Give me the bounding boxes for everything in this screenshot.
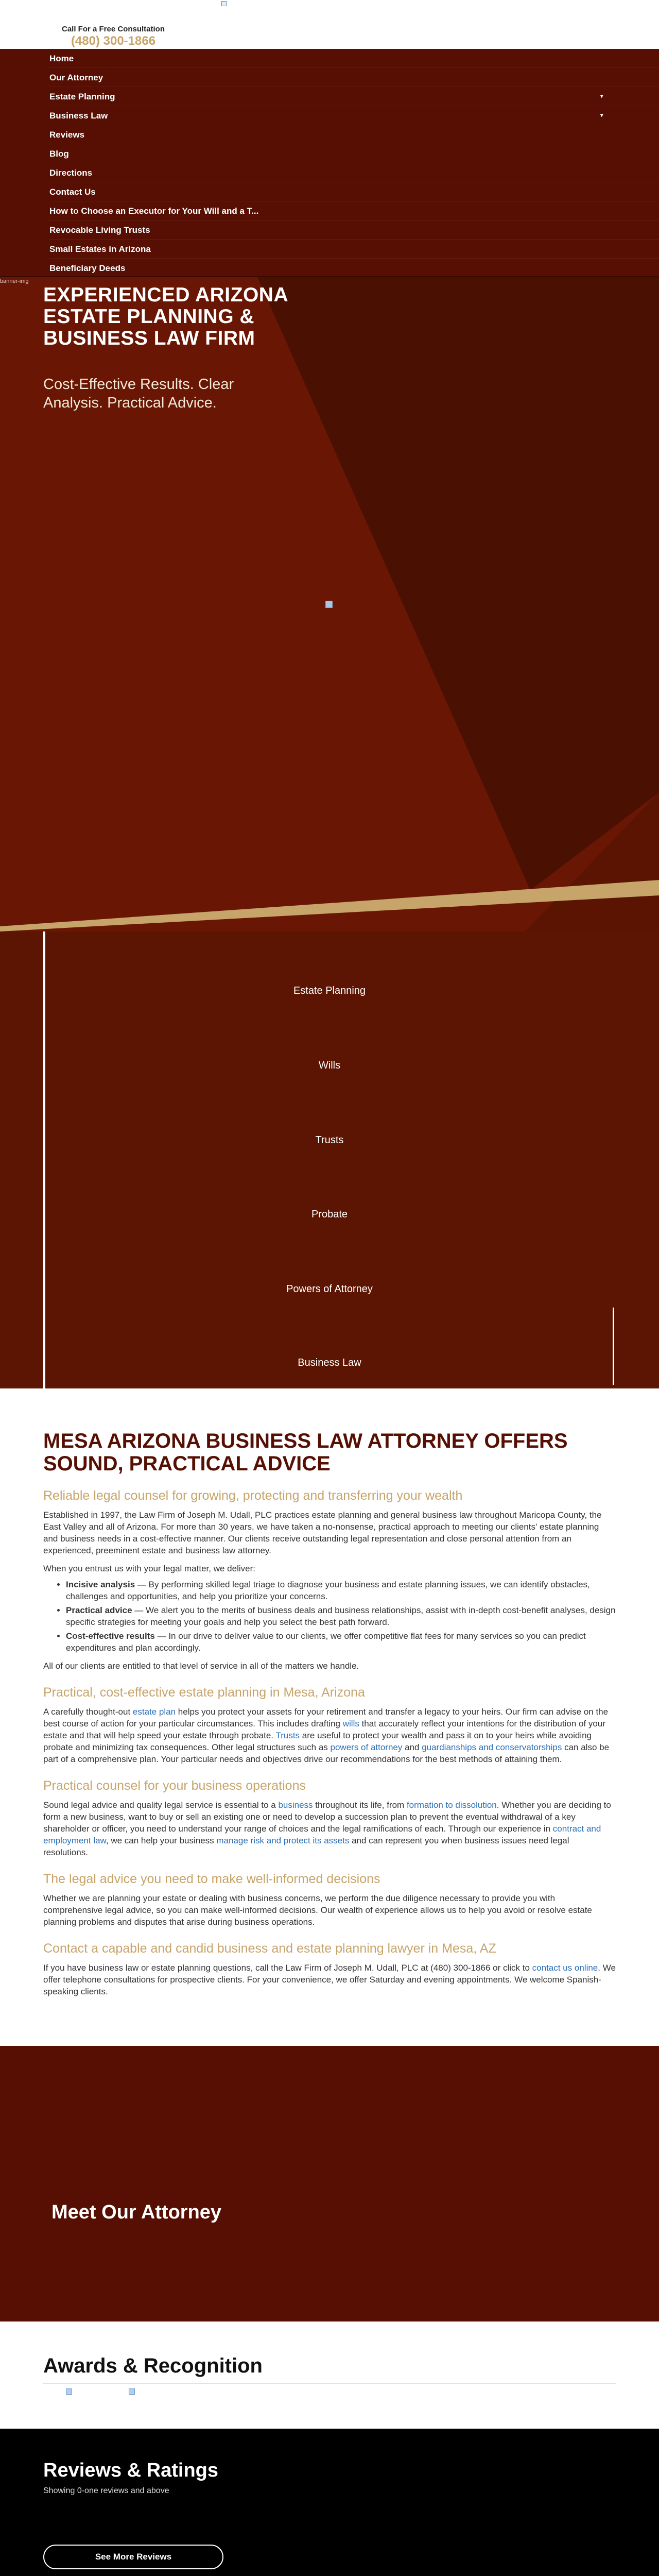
nav-label: Beneficiary Deeds — [49, 263, 126, 273]
about-heading-5: Contact a capable and candid business and estate planning lawyer in Mesa, AZ — [43, 1941, 496, 1956]
practice-areas — [0, 931, 659, 1388]
hero-title: EXPERIENCED ARIZONA ESTATE PLANNING & BUSINESS LAW FIRM — [43, 284, 288, 349]
nav-item-estate-planning[interactable] — [49, 87, 659, 106]
practice-trusts[interactable]: Trusts — [315, 1134, 344, 1146]
free-consultation-label: Call For a Free Consultation — [61, 25, 165, 33]
text: and can represent you when business issues need legal resolutions. — [43, 1836, 569, 1857]
estate-paragraph — [43, 1706, 616, 1765]
guardianships-link[interactable]: guardianships and conservatorships — [422, 1742, 562, 1752]
nav-label: Reviews — [49, 130, 85, 140]
practice-powers-of-attorney[interactable]: Powers of Attorney — [286, 1283, 373, 1295]
nav-label: Revocable Living Trusts — [49, 225, 150, 235]
about-heading-2: Practical, cost-effective estate planning in Mesa, Arizona — [43, 1685, 365, 1700]
nav-label: Home — [49, 54, 74, 63]
banner-image-label: banner-img — [0, 278, 29, 284]
phone-link[interactable]: (480) 300-1866 — [71, 34, 156, 48]
about-paragraph: All of our clients are entitled to that level of service in all of the matters we handle. — [43, 1661, 359, 1671]
nav-item-blog[interactable] — [49, 144, 659, 163]
hero-banner — [0, 277, 659, 931]
practice-left-rule — [43, 931, 45, 1388]
hero-subtitle: Cost-Effective Results. Clear Analysis. Practical Advice. — [43, 376, 234, 411]
nav-item-contact-us[interactable] — [49, 182, 659, 201]
nav-item-business-law[interactable] — [49, 106, 659, 125]
about-paragraph: Whether we are planning your estate or dealing with business concerns, we perform the due diligence necessary to provide you with comprehensive legal advice, so you can make well-informed decisions. Our wealth of experience allows us to help you avoid or resolve estate planning problems and disputes that arise during business operations. — [43, 1893, 592, 1927]
nav-list — [0, 49, 659, 278]
estate-plan-link[interactable]: estate plan — [132, 1707, 176, 1717]
top-bar — [0, 0, 659, 49]
bullet-label: Practical advice — [66, 1605, 132, 1615]
about-heading-4: The legal advice you need to make well-informed decisions — [43, 1872, 380, 1886]
contact-paragraph — [43, 1962, 616, 1997]
about-paragraph: Established in 1997, the Law Firm of Joseph M. Udall, PLC practices estate planning and general business law throughout Maricopa County, the East Valley and all of Arizona. For more than 30 years, we have taken a no-nonsense, practical approach to meeting our clients' estate planning and business needs in a cost-effective manner. Our clients receive outstanding legal representation and close personal attention from an experienced, preeminent estate and business law attorney. — [43, 1510, 602, 1555]
list-item — [66, 1604, 616, 1628]
list-item — [66, 1630, 616, 1654]
text: are useful to protect your wealth and pass it on to your heirs while avoiding probate and minimizing tax consequences. Other legal structures such as — [43, 1731, 592, 1752]
about-section — [0, 1388, 659, 2046]
meet-attorney-title[interactable]: Meet Our Attorney — [51, 2201, 222, 2223]
bullet-text: — In our drive to deliver value to our clients, we offer competitive flat fees for many services so you can predict expenditures and plan accordingly. — [66, 1631, 586, 1653]
trusts-link[interactable]: Trusts — [275, 1731, 300, 1740]
text: . We offer telephone consultations for prospective clients. For your convenience, we offer Saturday and evening appointments. We welcome Spanish-speaking clients. — [43, 1963, 616, 1996]
nav-item-directions[interactable] — [49, 163, 659, 182]
about-heading-3: Practical counsel for your business operations — [43, 1778, 306, 1793]
about-heading-1: Reliable legal counsel for growing, protecting and transferring your wealth — [43, 1488, 463, 1503]
text: . Whether you are deciding to form a new business, want to buy or sell an existing one or need to develop a succession plan to prevent the eventual withdrawal of a key shareholder or officer, you need to understand your range of choices and the legal ramifications of each. Through our experience in — [43, 1800, 611, 1834]
bullet-text: — By performing skilled legal triage to diagnose your business and estate planning issues, we can identify obstacles, challenges and opportunities, and help you prioritize your concerns. — [66, 1580, 590, 1601]
award-badge-icon[interactable] — [66, 2388, 72, 2395]
reviews-section — [0, 2429, 659, 2576]
practice-probate[interactable]: Probate — [311, 1209, 348, 1220]
nav-item-home[interactable] — [49, 49, 659, 68]
nav-label: Business Law — [49, 111, 108, 121]
practice-estate-planning[interactable]: Estate Planning — [293, 985, 366, 996]
reviews-title: Reviews & Ratings — [43, 2460, 218, 2481]
bullet-label: Incisive analysis — [66, 1580, 135, 1589]
business-link[interactable]: business — [278, 1800, 313, 1810]
wills-link[interactable]: wills — [342, 1719, 359, 1728]
business-paragraph — [43, 1799, 616, 1858]
practice-wills[interactable]: Wills — [318, 1060, 341, 1071]
nav-label: Estate Planning — [49, 92, 115, 101]
meet-attorney-section — [0, 2046, 659, 2321]
nav-label: Our Attorney — [49, 73, 103, 82]
nav-item-beneficiary-deeds[interactable] — [49, 259, 659, 278]
nav-label: How to Choose an Executor for Your Will and a T... — [49, 206, 259, 216]
bullet-label: Cost-effective results — [66, 1631, 155, 1641]
list-item — [66, 1579, 616, 1602]
nav-label: Directions — [49, 168, 93, 178]
nav-label: Blog — [49, 149, 69, 159]
main-nav — [0, 49, 659, 277]
formation-link[interactable]: formation to dissolution — [406, 1800, 497, 1810]
chevron-down-icon[interactable]: ▾ — [600, 112, 603, 118]
nav-label: Contact Us — [49, 187, 96, 197]
awards-section — [0, 2321, 659, 2429]
award-badge-icon[interactable] — [129, 2388, 135, 2395]
nav-item-revocable-trusts[interactable] — [49, 221, 659, 240]
text: throughout its life, from — [313, 1800, 407, 1810]
about-paragraph: When you entrust us with your legal matter, we deliver: — [43, 1564, 255, 1573]
chevron-down-icon[interactable]: ▾ — [600, 93, 603, 99]
text: Sound legal advice and quality legal service is essential to a — [43, 1800, 279, 1810]
practice-right-rule — [613, 1308, 614, 1385]
image-placeholder-icon — [325, 601, 333, 608]
text: If you have business law or estate planning questions, call the Law Firm of Joseph M. Udall, PLC at (480) 300-1866 or click to — [43, 1963, 532, 1973]
nav-item-our-attorney[interactable] — [49, 68, 659, 87]
text: and — [402, 1742, 422, 1752]
text: can also be part of a comprehensive plan. Your particular needs and objectives drive our recommendations for the best methods of attaining them. — [43, 1742, 610, 1764]
contract-law-link[interactable]: contract and employment law — [43, 1824, 601, 1845]
text: helps you protect your assets for your retirement and transfer a legacy to your heirs. Our firm can advise on the best course of action for your particular circumstances. This includes drafting — [43, 1707, 609, 1728]
nav-label: Small Estates in Arizona — [49, 244, 151, 254]
deliver-list — [66, 1579, 616, 1654]
about-title: MESA ARIZONA BUSINESS LAW ATTORNEY OFFERS SOUND, PRACTICAL ADVICE — [43, 1430, 568, 1475]
awards-title: Awards & Recognition — [43, 2354, 263, 2377]
site-logo[interactable] — [221, 1, 227, 6]
nav-item-executor-article[interactable] — [49, 201, 659, 221]
manage-risk-link[interactable]: manage risk and protect its assets — [216, 1836, 350, 1845]
nav-item-small-estates[interactable] — [49, 240, 659, 259]
text: that accurately reflect your intentions for the distribution of your estate and that will help speed your estate through probate. — [43, 1719, 605, 1740]
see-more-reviews-button[interactable]: See More Reviews — [43, 2545, 223, 2569]
text: A carefully thought-out — [43, 1707, 133, 1717]
nav-item-reviews[interactable] — [49, 125, 659, 144]
practice-business-law[interactable]: Business Law — [298, 1357, 361, 1368]
text: , we can help your business — [106, 1836, 217, 1845]
contact-online-link[interactable]: contact us online — [532, 1963, 598, 1973]
powers-of-attorney-link[interactable]: powers of attorney — [330, 1742, 403, 1752]
awards-divider — [43, 2383, 616, 2384]
reviews-subtitle: Showing 0-one reviews and above — [43, 2486, 169, 2495]
bullet-text: — We alert you to the merits of business deals and business relationships, assist with in-depth cost-benefit analyses, design specific strategies for meeting your goals and help you select the best path forward. — [66, 1605, 616, 1627]
